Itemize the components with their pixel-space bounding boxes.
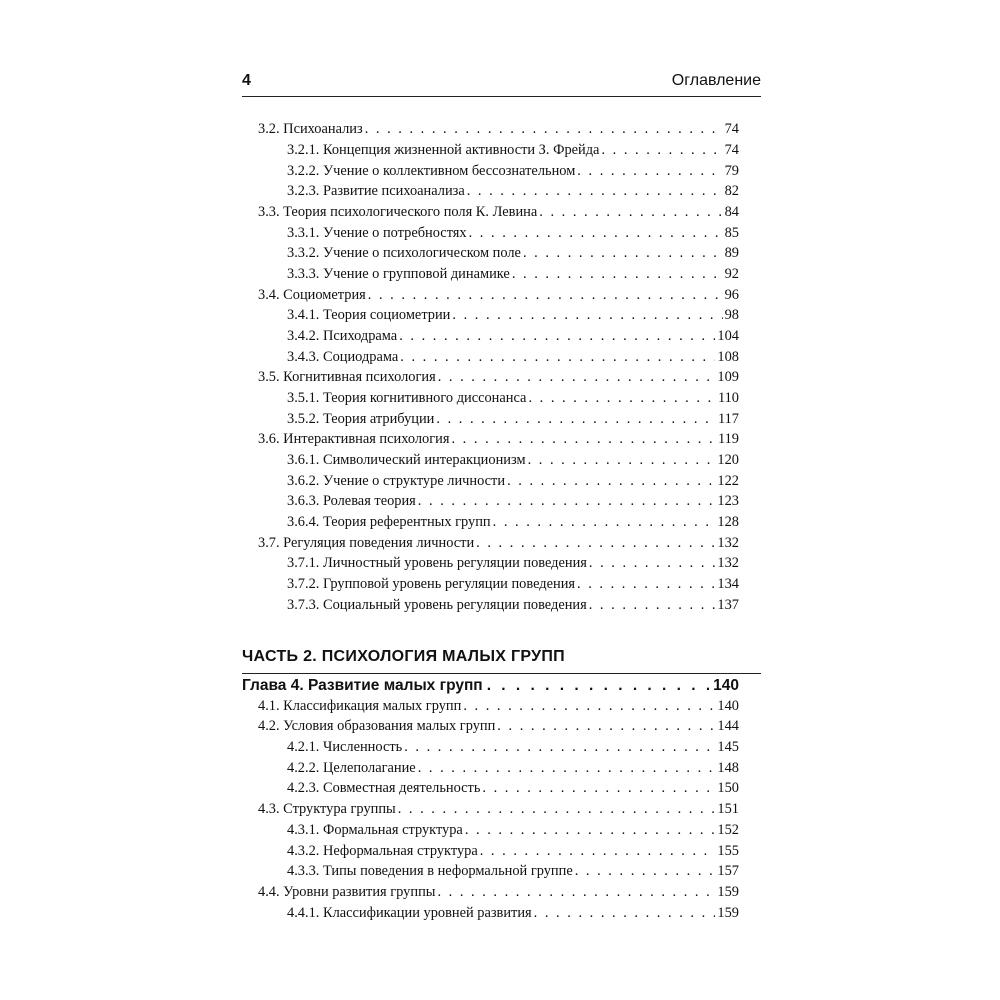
dot-leader — [539, 204, 722, 221]
toc-entry — [287, 266, 739, 287]
part-title: ЧАСТЬ 2. ПСИХОЛОГИЯ МАЛЫХ ГРУПП — [242, 648, 565, 665]
toc-entry — [258, 698, 739, 719]
page-number: 4 — [242, 72, 251, 89]
dot-leader — [528, 390, 716, 407]
dot-leader — [512, 266, 723, 283]
toc-entry-label: 4.3.3. Типы поведения в неформальной группе — [287, 863, 573, 879]
toc-entry-page: 145 — [717, 739, 739, 755]
dot-leader — [507, 473, 715, 490]
toc-entry-label: 3.2.2. Учение о коллективном бессознательном — [287, 163, 576, 179]
dot-leader — [469, 225, 723, 242]
toc-entry-page: 82 — [724, 183, 739, 199]
toc-entry-label: 3.5.1. Теория когнитивного диссонанса — [287, 390, 527, 406]
dot-leader — [487, 677, 709, 695]
toc-entry-label: 4.3. Структура группы — [258, 801, 396, 817]
toc-entry-page: 109 — [717, 369, 739, 385]
dot-leader — [438, 369, 716, 386]
dot-leader — [497, 718, 715, 735]
toc-entry — [287, 739, 739, 760]
toc-entry-label: 3.5. Когнитивная психология — [258, 369, 436, 385]
dot-leader — [476, 535, 715, 552]
toc-entry — [287, 328, 739, 349]
toc-entry-label: 4.2.3. Совместная деятельность — [287, 780, 481, 796]
toc-entry-page: 79 — [724, 163, 739, 179]
dot-leader — [493, 514, 716, 531]
dot-leader — [523, 245, 723, 262]
toc-entry-label: 3.6. Интерактивная психология — [258, 431, 450, 447]
toc-entry — [287, 863, 739, 884]
toc-entry-label: 3.3.1. Учение о потребностях — [287, 225, 467, 241]
dot-leader — [589, 597, 716, 614]
toc-entry-label: 4.3.1. Формальная структура — [287, 822, 463, 838]
chapter-entry — [242, 677, 739, 699]
toc-entry-page: 120 — [717, 452, 739, 468]
toc-entry — [287, 555, 739, 576]
toc-entry-page: 74 — [724, 142, 739, 158]
dot-leader — [368, 287, 723, 304]
toc-entry-page: 89 — [724, 245, 739, 261]
toc-entry — [287, 452, 739, 473]
dot-leader — [404, 739, 715, 756]
page-header — [242, 70, 761, 97]
toc-entry-page: 110 — [717, 390, 739, 406]
toc-entry-page: 132 — [717, 555, 739, 571]
toc-entry-label: 3.7.1. Личностный уровень регуляции поведения — [287, 555, 587, 571]
toc-entry-label: 4.2.2. Целеполагание — [287, 760, 416, 776]
dot-leader — [601, 142, 722, 159]
dot-leader — [418, 493, 716, 510]
toc-entry-label: 3.6.2. Учение о структуре личности — [287, 473, 506, 489]
toc-entry-page: 104 — [717, 328, 739, 344]
toc-entry-page: 150 — [717, 780, 739, 796]
toc-entry — [258, 535, 739, 556]
toc-entry-page: 117 — [717, 411, 739, 427]
toc-entry-page: 152 — [717, 822, 739, 838]
toc-entry-page: 119 — [717, 431, 739, 447]
toc-entry — [287, 390, 739, 411]
toc-entry-page: 98 — [724, 307, 739, 323]
toc-entry — [287, 411, 739, 432]
toc-entry — [287, 225, 739, 246]
toc-entry — [258, 718, 739, 739]
toc-entry-label: 3.3.2. Учение о психологическом поле — [287, 245, 521, 261]
toc-entry-page: 132 — [717, 535, 739, 551]
toc-entry-label: 4.2.1. Численность — [287, 739, 403, 755]
dot-leader — [418, 760, 716, 777]
toc-entry — [287, 576, 739, 597]
toc-entry — [258, 287, 739, 308]
dot-leader — [577, 576, 715, 593]
toc-entry-page: 159 — [717, 884, 739, 900]
toc-entry-page: 123 — [717, 493, 739, 509]
toc-entry-page: 74 — [724, 121, 739, 137]
toc-entry-label: 4.1. Классификация малых групп — [258, 698, 462, 714]
toc-entry — [287, 822, 739, 843]
toc-entry-page: 128 — [717, 514, 739, 530]
dot-leader — [463, 698, 715, 715]
toc-entry-page: 84 — [724, 204, 739, 220]
chapter-rule — [242, 673, 761, 674]
toc-entry — [258, 121, 739, 142]
dot-leader — [528, 452, 716, 469]
toc-entry-label: 3.2.3. Развитие психоанализа — [287, 183, 465, 199]
toc-entry-label: 3.5.2. Теория атрибуции — [287, 411, 435, 427]
dot-leader — [399, 328, 715, 345]
toc-entry-page: 151 — [717, 801, 739, 817]
dot-leader — [467, 183, 723, 200]
toc-entry — [258, 884, 739, 905]
toc-entry-label: 3.4.1. Теория социометрии — [287, 307, 451, 323]
toc-entry — [287, 349, 739, 370]
dot-leader — [480, 843, 716, 860]
toc-entry — [258, 204, 739, 225]
dot-leader — [400, 349, 715, 366]
dot-leader — [534, 905, 716, 922]
toc-entry-label: 3.4.3. Социодрама — [287, 349, 399, 365]
toc-entry-label: 3.2. Психоанализ — [258, 121, 363, 137]
toc-entry — [287, 163, 739, 184]
toc-entry — [258, 431, 739, 452]
toc-entry-page: 137 — [717, 597, 739, 613]
dot-leader — [577, 163, 722, 180]
toc-entry-label: 3.4. Социометрия — [258, 287, 366, 303]
toc-entry-page: 140 — [717, 698, 739, 714]
toc-entry-label: 3.7.3. Социальный уровень регуляции поведения — [287, 597, 587, 613]
toc-entry-label: 3.7.2. Групповой уровень регуляции поведения — [287, 576, 576, 592]
dot-leader — [451, 431, 715, 448]
dot-leader — [398, 801, 716, 818]
toc-entry-page: 144 — [717, 718, 739, 734]
dot-leader — [365, 121, 723, 138]
toc-entry — [287, 597, 739, 618]
toc-entry — [287, 780, 739, 801]
toc-entry — [287, 245, 739, 266]
toc-entry-label: 4.2. Условия образования малых групп — [258, 718, 496, 734]
dot-leader — [436, 411, 716, 428]
chapter-page: 140 — [713, 677, 739, 694]
toc-entry-page: 85 — [724, 225, 739, 241]
toc-entry — [287, 473, 739, 494]
toc-entry-page: 157 — [717, 863, 739, 879]
dot-leader — [465, 822, 716, 839]
toc-entry-label: 4.4.1. Классификации уровней развития — [287, 905, 532, 921]
toc-entry-label: 3.6.4. Теория референтных групп — [287, 514, 491, 530]
dot-leader — [482, 780, 715, 797]
toc-entry — [287, 493, 739, 514]
toc-entry — [258, 369, 739, 390]
toc-entry — [287, 760, 739, 781]
toc-entry-page: 92 — [724, 266, 739, 282]
dot-leader — [589, 555, 716, 572]
toc-entry — [287, 307, 739, 328]
toc-entry — [258, 801, 739, 822]
chapter-label: Глава 4. Развитие малых групп — [242, 677, 483, 694]
toc-entry-label: 3.6.3. Ролевая теория — [287, 493, 416, 509]
toc-entry-page: 155 — [717, 843, 739, 859]
dot-leader — [452, 307, 722, 324]
toc-entry-label: 4.4. Уровни развития группы — [258, 884, 436, 900]
toc-entry-page: 96 — [724, 287, 739, 303]
running-title: Оглавление — [671, 72, 761, 89]
toc-entry-page: 134 — [717, 576, 739, 592]
toc-entry — [287, 843, 739, 864]
toc-entry-label: 3.3. Теория психологического поля К. Левина — [258, 204, 538, 220]
toc-entry-label: 3.7. Регуляция поведения личности — [258, 535, 475, 551]
toc-entry-label: 4.3.2. Неформальная структура — [287, 843, 478, 859]
toc-entry — [287, 142, 739, 163]
toc-entry-page: 108 — [717, 349, 739, 365]
toc-entry-label: 3.2.1. Концепция жизненной активности З. Фрейда — [287, 142, 600, 158]
dot-leader — [575, 863, 716, 880]
toc-entry — [287, 514, 739, 535]
toc-entry — [287, 183, 739, 204]
toc-entry-label: 3.3.3. Учение о групповой динамике — [287, 266, 510, 282]
toc-entry-page: 122 — [717, 473, 739, 489]
toc-entry-page: 159 — [717, 905, 739, 921]
dot-leader — [437, 884, 715, 901]
toc-entry — [287, 905, 739, 926]
toc-entry-page: 148 — [717, 760, 739, 776]
toc-entry-label: 3.4.2. Психодрама — [287, 328, 398, 344]
toc-entry-label: 3.6.1. Символический интеракционизм — [287, 452, 526, 468]
